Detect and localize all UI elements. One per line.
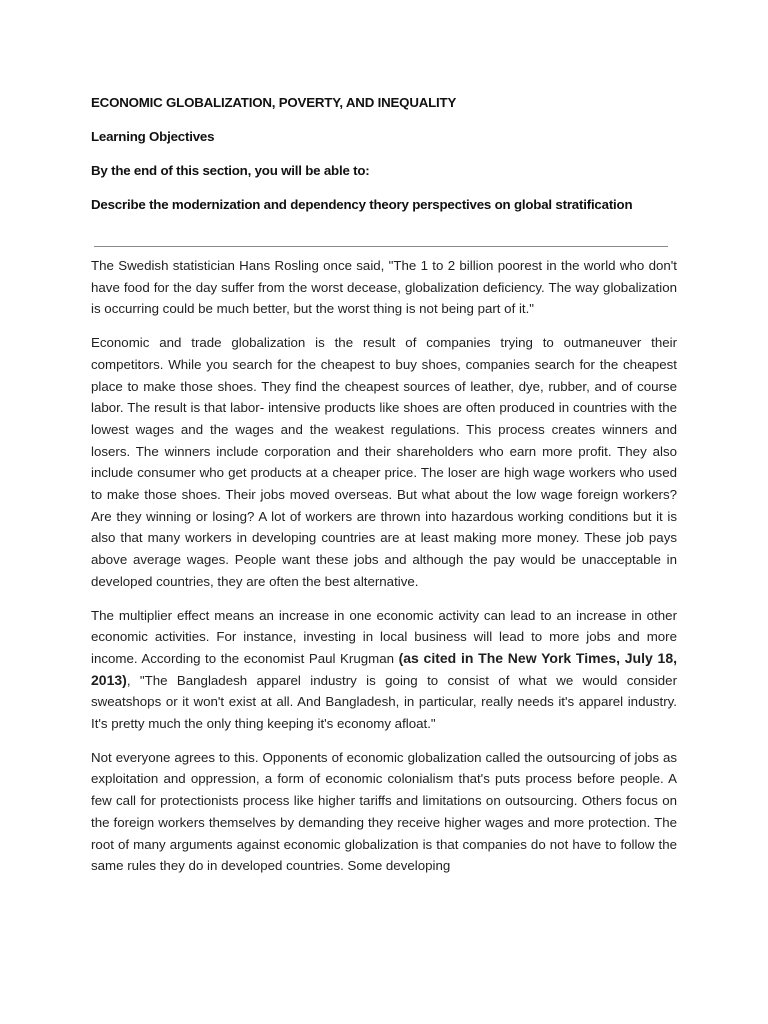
citation: (as cited in The New York Times, July 18, 2013) xyxy=(91,649,677,688)
horizontal-divider xyxy=(94,246,668,247)
paragraph-trade-globalization: Economic and trade globalization is the result of companies trying to outmaneuver their competitors. While you search for the cheapest to buy shoes, companies search for the cheapest place to make those shoes. They find the cheapest sources of leather, dye, rubber, and of course labor. The result is that labor- intensive products like shoes are often produced in countries with the lowest wages and the wages and the weakest regulations. This process creates winners and losers. The winners include corporation and their shareholders who earn more profit. They also include consumer who get products at a cheaper price. The loser are high wage workers who used to make those shoes. Their jobs moved overseas. But what about the low wage foreign workers? Are they winning or losing? A lot of workers are thrown into hazardous working conditions but it is also that many workers in developing countries are at least making more money. These job pays above average wages. People want these jobs and although the pay would be unacceptable in developed countries, they are often the best alternative. xyxy=(91,335,677,589)
paragraph-opponents: Not everyone agrees to this. Opponents of economic globalization called the outsourcing of jobs as exploitation and oppression, a form of economic colonialism that's puts process before people. A few call for protectionists process like higher tariffs and limitations on outsourcing. Others focus on the foreign workers themselves by demanding they receive higher wages and more protection. The root of many arguments against economic globalization is that companies do not have to follow the same rules they do in developed countries. Some developing xyxy=(91,749,677,874)
paragraph-text: The multiplier effect means an increase in one economic activity can lead to an increase in other economic activities. For instance, investing in local business will lead to more jobs and more income. According to the economist Paul Krugman xyxy=(91,607,677,666)
paragraph-text: , "The Bangladesh apparel industry is going to consist of what we would consider sweatshops or it won't exist at all. And Bangladesh, in particular, really needs it's apparel industry. It's pretty much the only thing keeping it's economy afloat." xyxy=(91,672,677,732)
paragraph-rosling-quote: The Swedish statistician Hans Rosling once said, "The 1 to 2 billion poorest in the world who don't have food for the day suffer from the worst decease, globalization deficiency. The way globalization is occurring could be much better, but the worst thing is not being part of it." xyxy=(91,258,677,317)
end-of-section-heading: By the end of this section, you will be able to: xyxy=(91,163,370,178)
document-title: ECONOMIC GLOBALIZATION, POVERTY, AND INEQUALITY xyxy=(91,95,457,110)
learning-objectives-heading: Learning Objectives xyxy=(91,129,215,144)
paragraph-multiplier-effect xyxy=(91,605,677,735)
document-page xyxy=(91,92,677,877)
objective-heading: Describe the modernization and dependency theory perspectives on global stratification xyxy=(91,197,633,212)
